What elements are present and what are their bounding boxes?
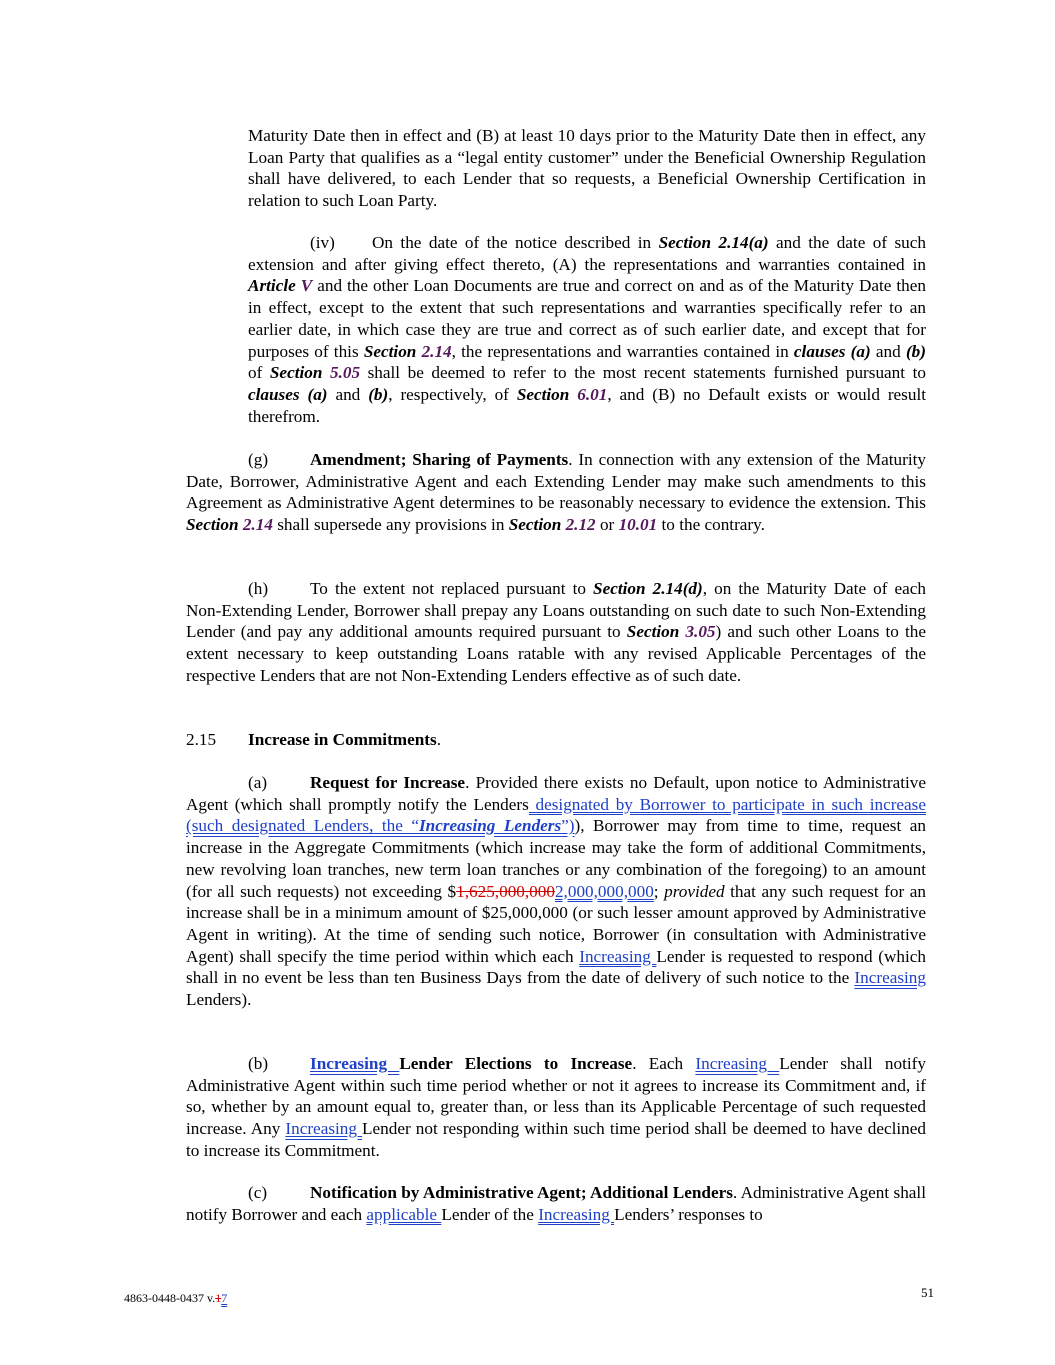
- inserted-text: Increasing: [854, 968, 926, 988]
- inserted-text: applicable: [366, 1204, 442, 1224]
- section-number: 2.15: [186, 730, 217, 749]
- article-ref: Article V: [248, 276, 313, 296]
- deleted-text: 1: [215, 1291, 222, 1305]
- inserted-text: Increasing: [285, 1119, 363, 1139]
- section-ref: Section 5.05: [269, 363, 361, 383]
- clause-ref: clauses (a): [248, 384, 328, 404]
- section-title: Increase in Commitments: [248, 730, 437, 749]
- section-ref: Section 2.14(d): [593, 579, 703, 598]
- inserted-text: 7: [221, 1291, 228, 1305]
- paragraph-text: Maturity Date then in effect and (B) at least 10 days prior to the Maturity Date then in effect, any Loan Party that qualifies as a “legal entity customer” under the Beneficial Ownership Regulation shall have delivered, to each Lender that so requests, a Beneficial Ownership Certification in relation to such Loan Party.: [248, 126, 926, 211]
- inserted-text: 2,000,000,000: [554, 881, 654, 901]
- page-number: 51: [921, 1285, 934, 1300]
- clause-heading: Lender Elections to Increase: [399, 1054, 633, 1073]
- clause-heading: Amendment; Sharing of Payments: [310, 450, 569, 469]
- paragraph-iv: (iv) On the date of the notice described in Section 2.14(a) and the date of such extension and after giving effect thereto, (A) the representations and warranties contained in Article V and the other Loan Documents are true and correct on and as of the Maturity Date then in effect, except to the extent that such representations and warranties specifically refer to an earlier date, in which case they are true and correct as of such earlier date, and except that for purposes of this Section 2.14, the representations and warranties contained in clauses (a) and (b) of Section 5.05 shall be deemed to refer to the most recent statements furnished pursuant to clauses (a) and (b), respectively, of Section 6.01, and (B) no Default exists or would result therefrom.: [248, 233, 927, 426]
- paragraph-a: (a) Request for Increase. Provided there exists no Default, upon notice to Administrative Agent (which shall promptly notify the Lenders designated by Borrower to participate in such increase (such designated Lenders, the “Increasing Lenders”)), Borrower may from time to time, request an increase in the Aggregate Commitments (which increase may take the form of additional Commitments, new revolving loan tranches, new term loan tranches or any combination of the foregoing) to an amount (for all such requests) not exceeding $1,625,000,0002,000,000,000; provided that any such request for an increase shall be in a minimum amount of $25,000,000 (or such lesser amount approved by Administrative Agent in writing). At the time of sending such notice, Borrower (in consultation with Administrative Agent) shall specify the time period within which each Increasing Lender is requested to respond (which shall in no event be less than ten Business Days from the date of delivery of such notice to the Increasing Lenders).: [186, 773, 927, 1010]
- clause-label: (h): [248, 579, 269, 598]
- inserted-text: Increasing: [579, 946, 657, 966]
- paragraph-h: (h) To the extent not replaced pursuant to Section 2.14(d), on the Maturity Date of each Non-Extending Lender, Borrower shall prepay any Loans outstanding on such date to such Non-Extending Lender (and pay any additional amounts required pursuant to Section 3.05) and such other Loans to the extent necessary to keep outstanding Loans ratable with any revised Applicable Percentages of the respective Lenders that are not Non-Extending Lenders effective as of such date.: [186, 579, 927, 685]
- section-ref: Section 6.01: [516, 384, 608, 404]
- clause-ref: clauses (a): [793, 341, 871, 361]
- clause-label: (b): [248, 1054, 269, 1073]
- clause-ref: (b): [905, 341, 926, 361]
- section-ref: Section 2.14(a): [658, 233, 769, 252]
- clause-ref: (b): [368, 384, 389, 404]
- section-ref: 10.01: [618, 515, 658, 535]
- clause-heading: Notification by Administrative Agent; Additional Lenders: [310, 1183, 733, 1202]
- paragraph-continuation: [248, 125, 926, 212]
- paragraph-c: (c) Notification by Administrative Agent; Additional Lenders. Administrative Agent shall notify Borrower and each applicable Lender of the Increasing Lenders’ responses to: [186, 1183, 926, 1224]
- inserted-text: Increasing: [310, 1054, 400, 1073]
- section-ref: Section 2.14: [363, 341, 452, 361]
- section-ref: Section 2.14: [186, 515, 273, 535]
- inserted-text: designated by Borrower to participate in such increase (such designated Lenders, the “Increasing Lenders”): [186, 794, 926, 836]
- clause-label: (iv): [310, 233, 335, 252]
- clause-label: (a): [248, 773, 268, 792]
- document-id-footer: 4863-0448-0437 v.17: [124, 1291, 228, 1305]
- inserted-text: Increasing: [695, 1054, 780, 1073]
- inserted-text: Increasing: [538, 1204, 615, 1224]
- section-ref: Section 2.12: [508, 515, 596, 535]
- clause-label: (c): [248, 1183, 268, 1202]
- deleted-text: 1,625,000,000: [456, 881, 555, 901]
- section-ref: Section 3.05: [626, 622, 716, 642]
- proviso: provided: [664, 881, 725, 901]
- clause-label: (g): [248, 450, 269, 469]
- paragraph-b: (b) Increasing Lender Elections to Increase. Each Increasing Lender shall notify Administrative Agent within such time period whether or not it agrees to increase its Commitment and, if so, whether by an amount equal to, greater than, or less than its Applicable Percentage of such requested increase. Any Increasing Lender not responding within such time period shall be deemed to have declined to increase its Commitment.: [186, 1054, 926, 1160]
- paragraph-g: (g) Amendment; Sharing of Payments. In connection with any extension of the Maturity Date, Borrower, Administrative Agent and each Extending Lender may make such amendments to this Agreement as Administrative Agent determines to be reasonably necessary to evidence the extension. This Section 2.14 shall supersede any provisions in Section 2.12 or 10.01 to the contrary.: [186, 450, 926, 535]
- clause-heading: Request for Increase: [310, 773, 466, 792]
- section-heading-2-15: 2.15 Increase in Commitments.: [186, 730, 442, 749]
